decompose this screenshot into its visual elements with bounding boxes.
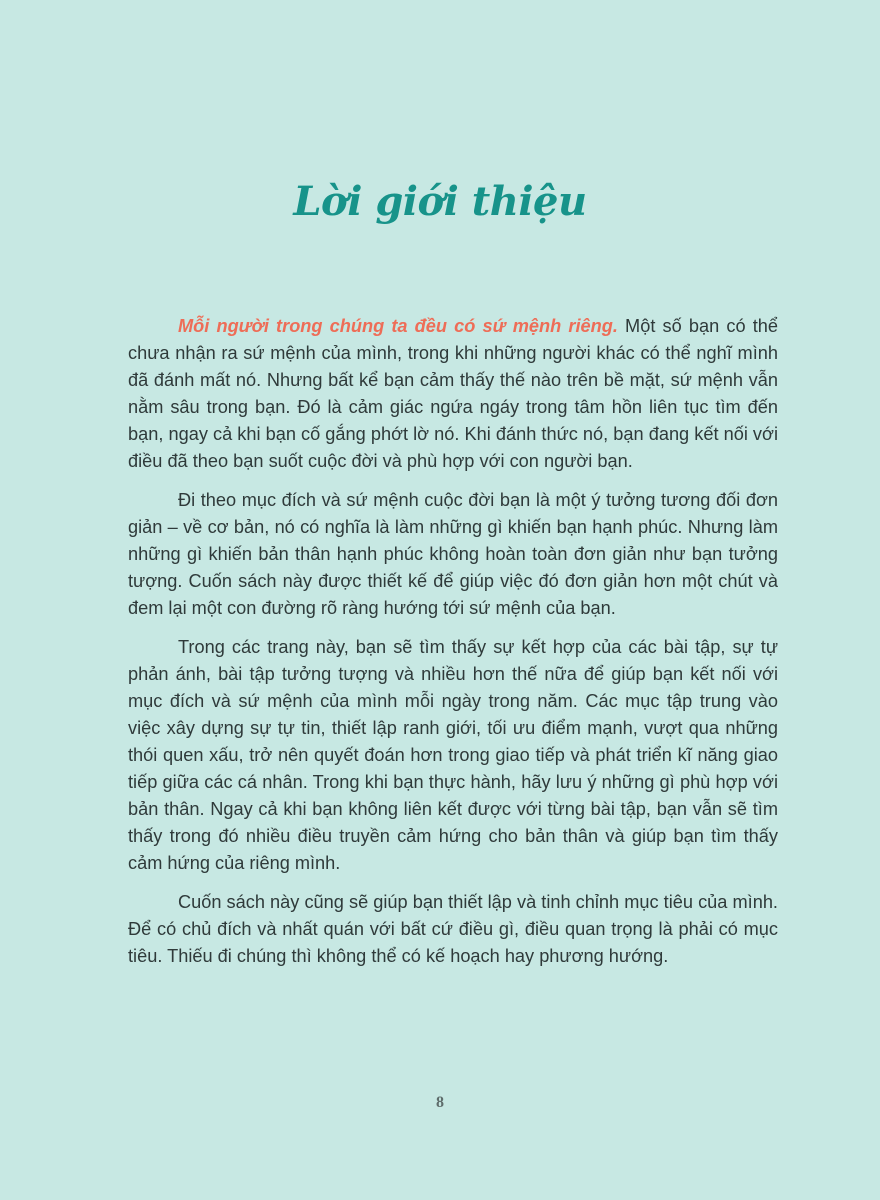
paragraph-4: Cuốn sách này cũng sẽ giúp bạn thiết lập và tinh chỉnh mục tiêu của mình. Để có chủ đích và nhất quán với bất cứ điều gì, điều quan trọng là phải có mục tiêu. Thiếu đi chúng thì không thể có kế hoạch hay phương hướng.: [128, 892, 778, 966]
paragraph-3: Trong các trang này, bạn sẽ tìm thấy sự kết hợp của các bài tập, sự tự phản ánh, bài tập tưởng tượng và nhiều hơn thế nữa để giúp bạn kết nối với mục đích và sứ mệnh của mình mỗi ngày trong năm. Các mục tập trung vào việc xây dựng sự tự tin, thiết lập ranh giới, tối ưu điểm mạnh, vượt qua những thói quen xấu, trở nên quyết đoán hơn trong giao tiếp và phát triển kĩ năng giao tiếp giữa các cá nhân. Trong khi bạn thực hành, hãy lưu ý những gì phù hợp với bản thân. Ngay cả khi bạn không liên kết được với từng bài tập, bạn vẫn sẽ tìm thấy trong đó nhiều điều truyền cảm hứng cho bản thân và giúp bạn tìm thấy cảm hứng của riêng mình.: [128, 637, 778, 873]
body-text: [128, 313, 778, 982]
page-number: 8: [436, 1094, 444, 1111]
paragraph-1: [128, 313, 778, 475]
page-title: Lời giới thiệu: [293, 178, 587, 225]
highlighted-lead-sentence: Mỗi người trong chúng ta đều có sứ mệnh riêng.: [178, 316, 618, 336]
paragraph-1-text: Một số bạn có thể chưa nhận ra sứ mệnh của mình, trong khi những người khác có thể nghĩ mình đã đánh mất nó. Nhưng bất kể bạn cảm thấy thế nào trên bề mặt, sứ mệnh vẫn nằm sâu trong bạn. Đó là cảm giác ngứa ngáy trong tâm hồn liên tục tìm đến bạn, ngay cả khi bạn cố gắng phớt lờ nó. Khi đánh thức nó, bạn đang kết nối với điều đã theo bạn suốt cuộc đời và phù hợp với con người bạn.: [128, 316, 778, 471]
paragraph-2: Đi theo mục đích và sứ mệnh cuộc đời bạn là một ý tưởng tương đối đơn giản – về cơ bản, nó có nghĩa là làm những gì khiến bạn hạnh phúc. Nhưng làm những gì khiến bản thân hạnh phúc không hoàn toàn đơn giản như bạn tưởng tượng. Cuốn sách này được thiết kế để giúp việc đó đơn giản hơn một chút và đem lại một con đường rõ ràng hướng tới sứ mệnh của bạn.: [128, 490, 778, 618]
